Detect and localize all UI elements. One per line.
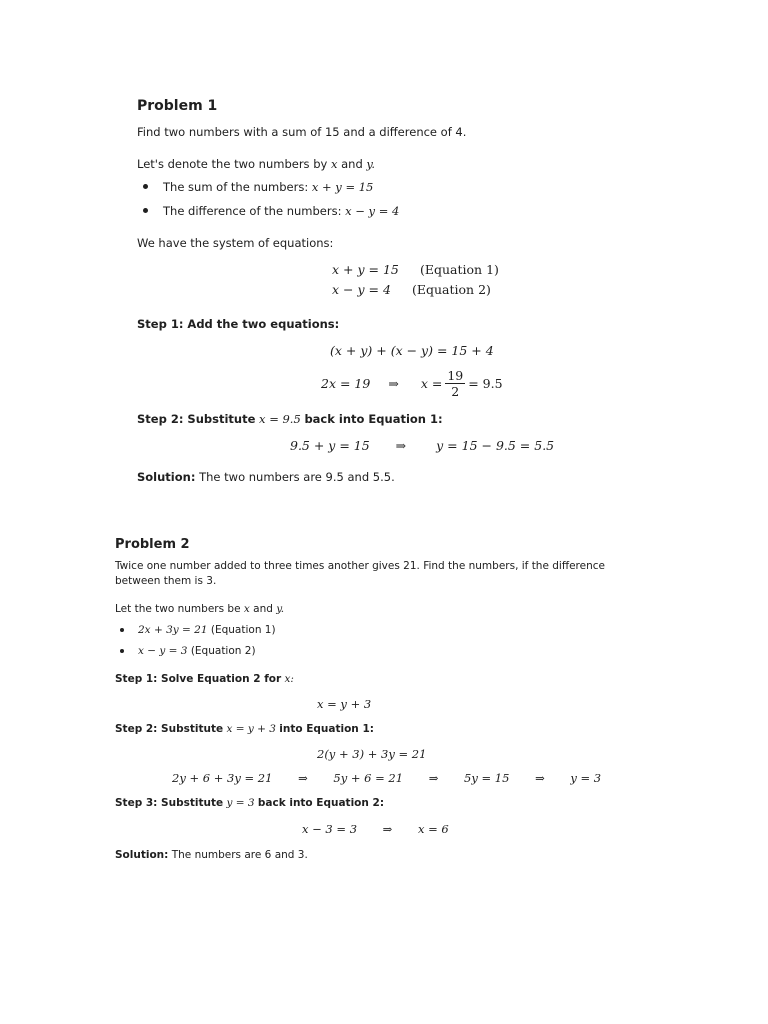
step1-eq2-left: 2x = 19 <box>321 375 371 391</box>
p2-step2-eq2-d: y = 3 <box>570 771 602 785</box>
p2-step2-eq2-a: 2y + 6 + 3y = 21 <box>172 771 273 785</box>
p2-step1-label-text: Step 1: Solve Equation 2 for <box>115 673 282 685</box>
problem2-statement-line1: Twice one number added to three times another gives 21. Find the numbers, if the difference <box>115 560 605 572</box>
problem2-title: Problem 2 <box>115 537 190 552</box>
let-prefix: Let the two numbers be <box>115 603 241 615</box>
bullet2-math: x − y = 4 <box>345 204 400 218</box>
p2-step2-label-math: x = y + 3 <box>226 723 276 735</box>
bullet1-math: x + y = 15 <box>311 180 374 194</box>
problem1-step2-label <box>137 412 443 426</box>
system-eq2-tag: (Equation 2) <box>412 282 491 297</box>
p2-solution-label: Solution: <box>115 849 169 861</box>
p2-bullet1-math: 2x + 3y = 21 <box>138 624 208 636</box>
bullet-dot <box>120 628 124 632</box>
step1-eq2 <box>321 366 503 400</box>
system-eq2: x − y = 4 <box>332 282 391 297</box>
step2-eq-left: 9.5 + y = 15 <box>290 438 370 453</box>
problem1-solution <box>137 470 395 484</box>
problem1-denote <box>137 157 375 171</box>
p2-step2-eq2-b: 5y + 6 = 21 <box>333 771 404 785</box>
bullet2-label: The difference of the numbers: <box>163 204 342 218</box>
p2-solution-text: The numbers are 6 and 3. <box>171 849 308 861</box>
problem2-solution <box>115 849 308 861</box>
p2-step2-label-prefix: Step 2: Substitute <box>115 723 224 735</box>
step1-eq1: (x + y) + (x − y) = 15 + 4 <box>330 343 494 358</box>
p2-step3-eq <box>302 822 449 836</box>
step1-eq2-result: = 9.5 <box>468 375 503 391</box>
problem1-step1-label: Step 1: Add the two equations: <box>137 317 340 331</box>
p2-bullet2-math: x − y = 3 <box>138 645 188 657</box>
p2-step2-label-suffix: into Equation 1: <box>279 723 374 735</box>
p2-step2-eq2 <box>172 771 601 785</box>
bullet-dot <box>120 649 124 653</box>
denote-x: x <box>330 157 338 171</box>
problem2-bullet2 <box>138 645 256 657</box>
p2-bullet1-tag: (Equation 1) <box>210 624 276 636</box>
p2-step1-label-math: x: <box>284 673 294 685</box>
let-and: and <box>253 603 273 615</box>
implies-arrow: ⇒ <box>428 771 439 785</box>
problem1-statement: Find two numbers with a sum of 15 and a difference of 4. <box>137 125 467 139</box>
p2-step3-label-math: y = 3 <box>226 797 255 809</box>
system-eq1-tag: (Equation 1) <box>420 262 499 277</box>
step2-label-math: x = 9.5 <box>259 412 301 426</box>
p2-step2-eq2-c: 5y = 15 <box>464 771 510 785</box>
problem2-step1-label <box>115 673 294 685</box>
bullet-dot <box>143 184 148 189</box>
bullet1-label: The sum of the numbers: <box>163 180 309 194</box>
p2-step3-eq-right: x = 6 <box>417 822 449 836</box>
problem1-title: Problem 1 <box>137 98 218 114</box>
implies-arrow: ⇒ <box>298 771 308 785</box>
solution-label: Solution: <box>137 470 196 484</box>
bullet-dot <box>143 208 148 213</box>
step2-eq-right: y = 15 − 9.5 = 5.5 <box>436 438 555 453</box>
problem2-let <box>115 603 284 615</box>
implies-arrow: ⇒ <box>382 822 393 836</box>
let-y: y. <box>276 603 285 615</box>
implies-arrow: ⇒ <box>535 771 545 785</box>
p2-step3-label-suffix: back into Equation 2: <box>257 797 385 809</box>
denote-and: and <box>341 157 363 171</box>
let-x: x <box>243 603 250 615</box>
system-eq1: x + y = 15 <box>332 262 399 277</box>
step2-label-prefix: Step 2: Substitute <box>137 412 256 426</box>
fraction <box>445 368 465 399</box>
problem2-step3-label <box>115 797 384 809</box>
problem2-statement-line2: between them is 3. <box>115 575 217 587</box>
implies-arrow: ⇒ <box>388 375 399 391</box>
step1-eq2-x: x = <box>420 375 443 391</box>
step2-label-suffix: back into Equation 1: <box>304 412 443 426</box>
solution-text: The two numbers are 9.5 and 5.5. <box>199 470 395 484</box>
problem1-bullet2 <box>163 204 399 218</box>
fraction-denominator: 2 <box>451 383 460 399</box>
p2-step1-eq: x = y + 3 <box>317 697 372 711</box>
fraction-numerator: 19 <box>447 367 464 383</box>
problem2-bullet1 <box>138 624 276 636</box>
problem2-step2-label <box>115 723 374 735</box>
p2-step3-eq-left: x − 3 = 3 <box>302 822 358 836</box>
implies-arrow: ⇒ <box>395 438 407 453</box>
denote-prefix: Let's denote the two numbers by <box>137 157 328 171</box>
problem1-bullet1 <box>163 180 373 194</box>
denote-y: y. <box>366 157 376 171</box>
problem1-system-intro: We have the system of equations: <box>137 236 334 250</box>
step2-eq <box>290 438 554 453</box>
p2-step3-label-prefix: Step 3: Substitute <box>115 797 224 809</box>
p2-step2-eq1: 2(y + 3) + 3y = 21 <box>317 747 427 761</box>
p2-bullet2-tag: (Equation 2) <box>190 645 256 657</box>
